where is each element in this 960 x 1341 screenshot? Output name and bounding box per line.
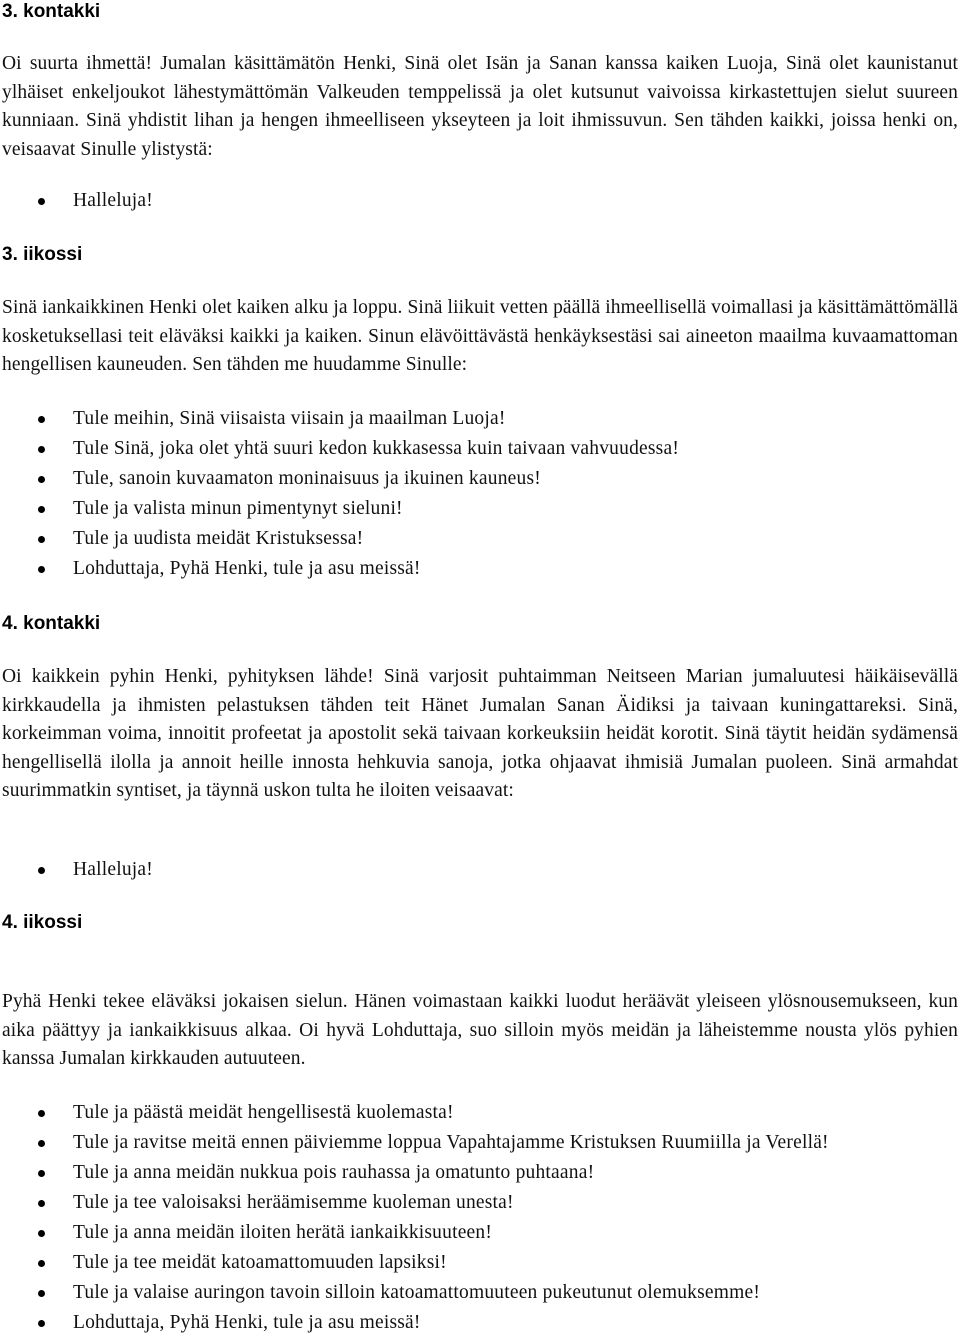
section-heading-3-iikossi: 3. iikossi [2,244,83,265]
bullet-icon [38,1230,45,1237]
list-item: Tule meihin, Sinä viisaista viisain ja maailman Luoja! [0,404,960,434]
list-item: Tule ja uudista meidät Kristuksessa! [0,524,960,554]
invocation-list-4-iikossi [0,1098,960,1338]
bullet-icon [38,1110,45,1117]
list-item: Tule ja anna meidän nukkua pois rauhassa ja omatunto puhtaana! [0,1158,960,1188]
list-item: Tule ja ravitse meitä ennen päiviemme loppua Vapahtajamme Kristuksen Ruumiilla ja Verellä! [0,1128,960,1158]
list-item: Tule ja valista minun pimentynyt sieluni! [0,494,960,524]
list-item: Tule Sinä, joka olet yhtä suuri kedon kukkasessa kuin taivaan vahvuudessa! [0,434,960,464]
list-item: Tule ja anna meidän iloiten herätä iankaikkisuuteen! [0,1218,960,1248]
list-item: Halleluja! [0,186,960,216]
bullet-icon [38,506,45,513]
bullet-icon [38,1260,45,1267]
bullet-icon [38,476,45,483]
bullet-icon [38,867,45,874]
bullet-icon [38,566,45,573]
bullet-icon [38,1320,45,1327]
list-item: Tule ja päästä meidät hengellisestä kuolemasta! [0,1098,960,1128]
bullet-icon [38,416,45,423]
refrain-list-4-kontakki [0,855,960,885]
list-item: Lohduttaja, Pyhä Henki, tule ja asu meissä! [0,1308,960,1338]
list-item: Halleluja! [0,855,960,885]
bullet-icon [38,536,45,543]
section-paragraph-3-kontakki: Oi suurta ihmettä! Jumalan käsittämätön Henki, Sinä olet Isän ja Sanan kanssa kaiken Luoja, Sinä olet kaunistanut ylhäiset enkeljoukot lähestymättömän Valkeuden temppelissä ja olet kutsunut vaivoissa kirkastettujen sielut suureen kunniaan. Sinä yhdistit lihan ja hengen ihmeelliseen ykseyteen ja loit ihmissuvun. Sen tähden kaikki, joissa henki on, veisaavat Sinulle ylistystä: [2,53,958,160]
section-paragraph-4-iikossi: Pyhä Henki tekee eläväksi jokaisen sielun. Hänen voimastaan kaikki luodut heräävät yleiseen ylösnousemukseen, kun aika päättyy ja iankaikkisuus alkaa. Oi hyvä Lohduttaja, suo silloin myös meidän ja läheistemme nousta ylös pyhien kanssa Jumalan kirkkauden autuuteen. [2,991,958,1069]
invocation-list-3-iikossi [0,404,960,584]
bullet-icon [38,1200,45,1207]
bullet-icon [38,1170,45,1177]
bullet-icon [38,198,45,205]
list-item: Tule ja tee valoisaksi heräämisemme kuoleman unesta! [0,1188,960,1218]
list-item: Lohduttaja, Pyhä Henki, tule ja asu meissä! [0,554,960,584]
section-paragraph-3-iikossi: Sinä iankaikkinen Henki olet kaiken alku ja loppu. Sinä liikuit vetten päällä ihmeellisellä voimallasi ja käsittämättömällä kosketuksellasi teit eläväksi kaikki ja kaiken. Sinun elävöittävästä henkäyksestäsi sai aineeton maailma kuvaamattoman hengellisen kauneuden. Sen tähden me huudamme Sinulle: [2,297,958,375]
list-item: Tule, sanoin kuvaamaton moninaisuus ja ikuinen kauneus! [0,464,960,494]
bullet-icon [38,1290,45,1297]
bullet-icon [38,1140,45,1147]
section-heading-4-kontakki: 4. kontakki [2,613,101,634]
refrain-list-3-kontakki [0,186,960,216]
list-item: Tule ja tee meidät katoamattomuuden lapsiksi! [0,1248,960,1278]
section-heading-4-iikossi: 4. iikossi [2,912,83,933]
list-item: Tule ja valaise auringon tavoin silloin katoamattomuuteen pukeutunut olemuksemme! [0,1278,960,1308]
bullet-icon [38,446,45,453]
section-heading-3-kontakki: 3. kontakki [2,1,101,22]
section-paragraph-4-kontakki: Oi kaikkein pyhin Henki, pyhityksen lähde! Sinä varjosit puhtaimman Neitseen Marian jumaluutesi häikäisevällä kirkkaudella ja ihmisten pelastuksen tähden teit Hänet Jumalan Sanan Äidiksi ja taivaan kuningattareksi. Sinä, korkeimman voima, innoitit profeetat ja apostolit sekä taivaan korkeuksiin heidät korotit. Sinä täytit heidän sydämensä hengellisellä ilolla ja annoit heille innosta hehkuvia sanoja, jotka ohjaavat ihmisiä Jumalan puoleen. Sinä armahdat suurimmatkin syntiset, ja täynnä uskon tulta he iloiten veisaavat: [2,666,958,801]
